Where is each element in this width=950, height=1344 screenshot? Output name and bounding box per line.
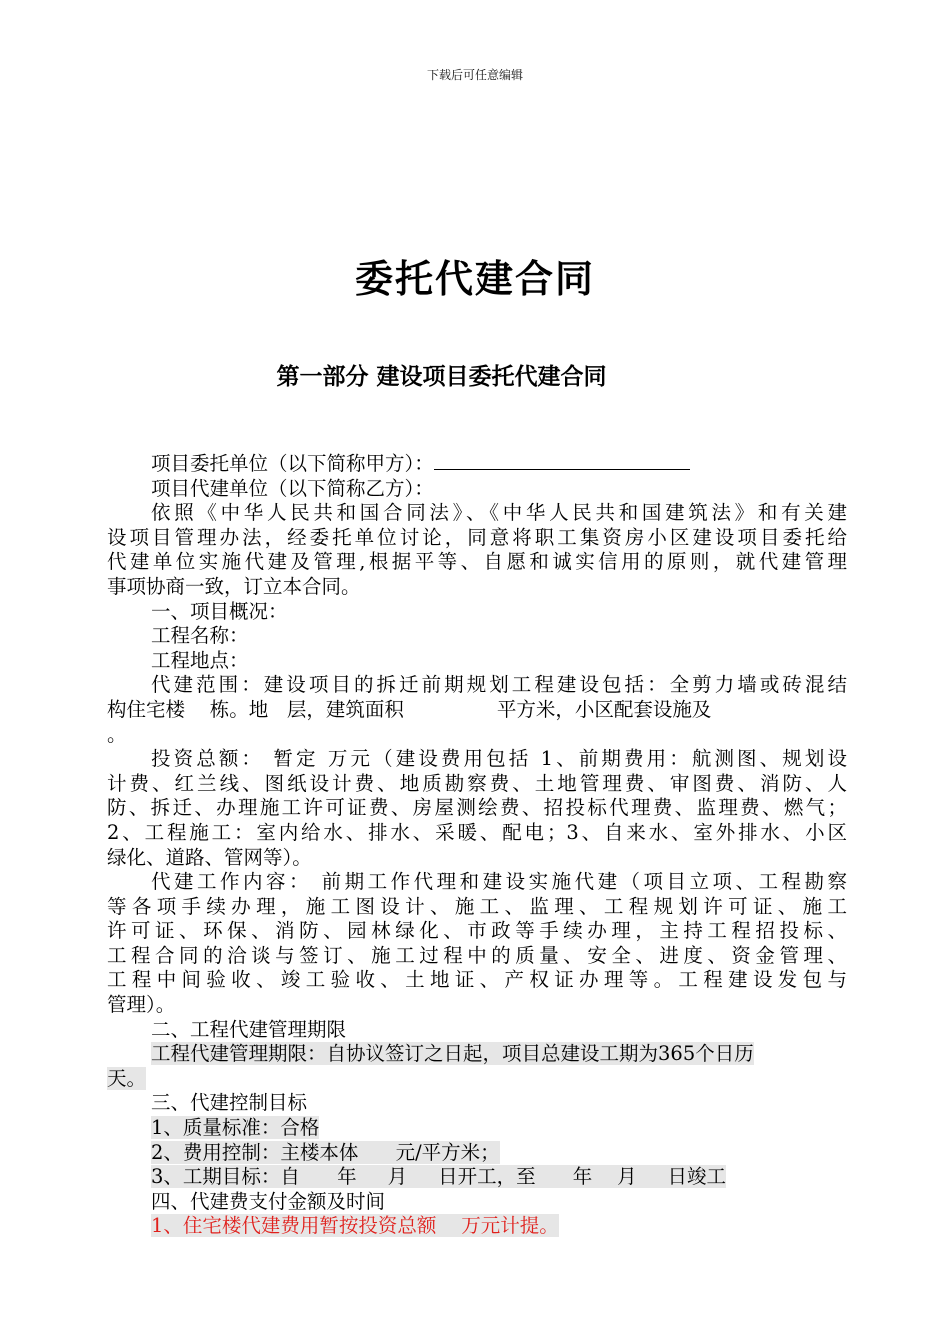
preamble-line: 代建单位实施代建及管理,根据平等、自愿和诚实信用的原则，就代建管理	[107, 550, 847, 574]
work-content-line: 工程中间验收、竣工验收、土地证、产权证办理等。工程建设发包与	[107, 968, 847, 992]
period-text: 工程代建管理期限：自协议签订之日起，项目总建设工期为365个日历	[151, 1042, 754, 1066]
goal-cost-text: 2、费用控制：主楼本体 元/平方米；	[151, 1140, 500, 1164]
investment-line: 计费、红兰线、图纸设计费、地质勘察费、土地管理费、审图费、消防、人	[107, 771, 847, 795]
document-title: 委托代建合同	[354, 257, 595, 301]
section-subtitle: 第一部分 建设项目委托代建合同	[276, 364, 607, 390]
section-heading: 一、项目概况：	[151, 599, 288, 623]
goal-quality-line	[107, 1116, 847, 1141]
goal-schedule-line	[107, 1165, 847, 1190]
scope-line: 代建范围：建设项目的拆迁前期规划工程建设包括：全剪力墙或砖混结	[151, 673, 847, 697]
period-text: 天。	[107, 1066, 147, 1090]
work-content-line: 等各项手续办理，施工图设计、施工、监理、工程规划许可证、施工	[107, 894, 847, 918]
work-content-line: 工程合同的洽谈与签订、施工过程中的质量、安全、进度、资金管理、	[107, 943, 847, 967]
section-heading: 四、代建费支付金额及时间	[151, 1189, 386, 1213]
scope-line: 构住宅楼 栋。地 层，建筑面积 平方米，小区配套设施及	[107, 697, 712, 721]
preamble-line: 事项协商一致，订立本合同。	[107, 574, 361, 598]
work-content-line: 代建工作内容： 前期工作代理和建设实施代建（项目立项、工程勘察	[151, 870, 847, 894]
period-line	[107, 1067, 847, 1092]
period-line	[107, 1042, 847, 1067]
work-content-line: 管理）。	[107, 993, 176, 1017]
page-header: 下载后可任意编辑	[426, 68, 523, 82]
section-heading: 三、代建控制目标	[151, 1091, 308, 1115]
investment-line: 绿化、道路、管网等）。	[107, 845, 312, 869]
goal-schedule-text: 3、工期目标：自 年 月 日开工，至 年 月 日竣工	[151, 1165, 727, 1189]
preamble-line: 依照《中华人民共和国合同法》、《中华人民共和国建筑法》和有关建	[151, 501, 847, 525]
investment-line: 投资总额： 暂定 万元（建设费用包括 1、前期费用：航测图、规划设	[151, 747, 847, 771]
preamble-line: 设项目管理办法，经委托单位讨论，同意将职工集资房小区建设项目委托给	[107, 525, 847, 549]
project-site-line: 工程地点：	[151, 648, 249, 672]
goal-cost-line	[107, 1141, 847, 1166]
fee-line	[107, 1214, 847, 1239]
fee-text: 1、住宅楼代建费用暂按投资总额 万元计提。	[151, 1214, 559, 1238]
scope-line: 。	[107, 722, 127, 746]
investment-line: 防、拆迁、办理施工许可证费、房屋测绘费、招投标代理费、监理费、燃气；	[107, 796, 847, 820]
goal-quality-text: 1、质量标准：合格	[151, 1116, 320, 1140]
party-a-blank	[434, 452, 690, 470]
work-content-line: 许可证、环保、消防、园林绿化、市政等手续办理，主持工程招投标、	[107, 919, 847, 943]
party-a-line	[107, 452, 847, 477]
party-b-line: 项目代建单位（以下简称乙方）：	[151, 476, 434, 500]
party-a-label: 项目委托单位（以下简称甲方）：	[151, 452, 434, 475]
section-heading: 二、工程代建管理期限	[151, 1017, 347, 1041]
contract-body	[107, 452, 847, 1239]
investment-line: 2、工程施工：室内给水、排水、采暖、配电；3、自来水、室外排水、小区	[107, 820, 847, 844]
project-name-line: 工程名称：	[151, 624, 249, 648]
